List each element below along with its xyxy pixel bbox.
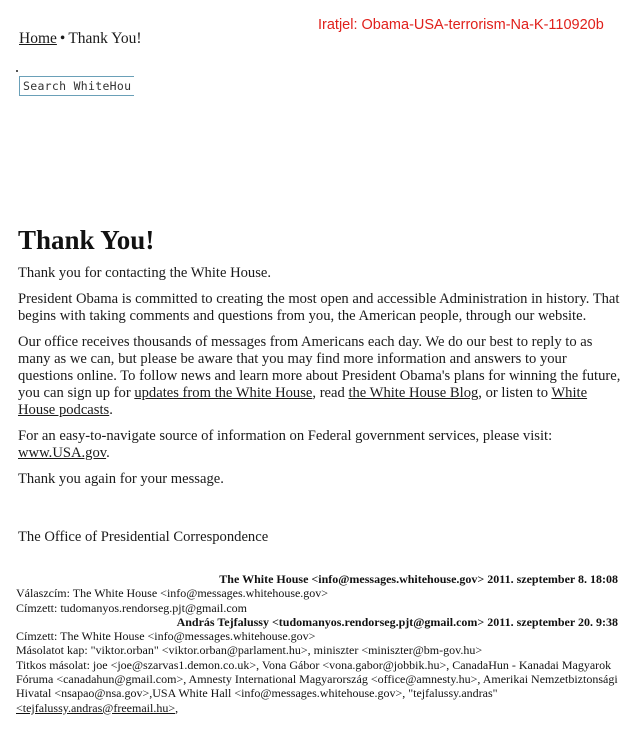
email-1-header: The White House <info@messages.whitehouse.gov> 2011. szeptember 8. 18:08 xyxy=(219,572,618,586)
breadcrumb-home-link[interactable]: Home xyxy=(19,30,57,47)
paragraph-office-text-2: , read xyxy=(312,385,349,401)
page-title: Thank You! xyxy=(18,225,155,255)
email-2-bcc-end: , xyxy=(175,700,179,715)
paragraph-commitment: President Obama is committed to creating the most open and accessible Administration in history. That begins with taking comments and questions from you, the American people, through our website. xyxy=(18,291,620,324)
podcasts-link[interactable]: White House podcasts xyxy=(18,385,588,418)
paragraph-usa-gov xyxy=(18,428,624,462)
paragraph-office-text: Our office receives thousands of messages from Americans each day. We do our best to reply to as many as we can, but please be aware that you may find more information and answers to your questions online. To follow news and learn more about President Obama's plans for winning the future, you can sign up for xyxy=(18,334,621,401)
paragraph-office-text-4: . xyxy=(109,402,113,418)
paragraph-office-text-3: , or listen to xyxy=(478,385,552,401)
email-2-cc: Másolatot kap: "viktor.orban" <viktor.orban@parlament.hu>, miniszter <miniszter@bm-gov.hu> xyxy=(16,643,483,658)
email-2-to: Címzett: The White House <info@messages.whitehouse.gov> xyxy=(16,629,316,644)
updates-link[interactable]: updates from the White House xyxy=(134,385,313,401)
email-2-header: András Tejfalussy <tudomanyos.rendorseg.pjt@gmail.com> 2011. szeptember 20. 9:38 xyxy=(176,614,618,629)
message-body xyxy=(18,265,624,497)
search-input[interactable] xyxy=(19,76,134,96)
email-headers xyxy=(16,572,626,715)
usa-gov-link[interactable]: www.USA.gov xyxy=(18,445,107,461)
email-1-reply-to: Válaszcím: The White House <info@messages.whitehouse.gov> xyxy=(16,586,329,601)
email-2-bcc-link[interactable]: <tejfalussy.andras@freemail.hu> xyxy=(16,700,176,715)
paragraph-usa-gov-text: For an easy-to-navigate source of information on Federal government services, please visit: xyxy=(18,428,553,444)
email-2-bcc-text: Titkos másolat: joe <joe@szarvas1.demon.co.uk>, Vona Gábor <vona.gabor@jobbik.hu>, CanadaHun - Kanadai Magyarok Fóruma <canadahun@gmail.com>, Amnesty International Magyarország <office@amnesty.hu>, Amerikai Nemzetbiztonsági Hivatal <nsapao@nsa.gov>,USA White Hall <info@messages.whitehouse.gov>, "tejfalussy.andras" xyxy=(16,657,618,701)
paragraph-usa-gov-end: . xyxy=(106,445,110,461)
breadcrumb xyxy=(19,30,142,48)
paragraph-office xyxy=(18,334,624,419)
email-1-to: Címzett: tudomanyos.rendorseg.pjt@gmail.com xyxy=(16,600,248,615)
signature: The Office of Presidential Correspondence xyxy=(18,529,269,545)
paragraph-thanks: Thank you for contacting the White House. xyxy=(18,265,272,281)
paragraph-closing: Thank you again for your message. xyxy=(18,471,224,487)
email-2-bcc xyxy=(16,658,626,715)
document-stamp: Iratjel: Obama-USA-terrorism-Na-K-110920b xyxy=(318,17,604,33)
scan-mark xyxy=(16,70,18,72)
breadcrumb-separator: • xyxy=(59,30,66,47)
blog-link[interactable]: the White House Blog xyxy=(348,385,479,401)
breadcrumb-current: Thank You! xyxy=(68,30,142,47)
